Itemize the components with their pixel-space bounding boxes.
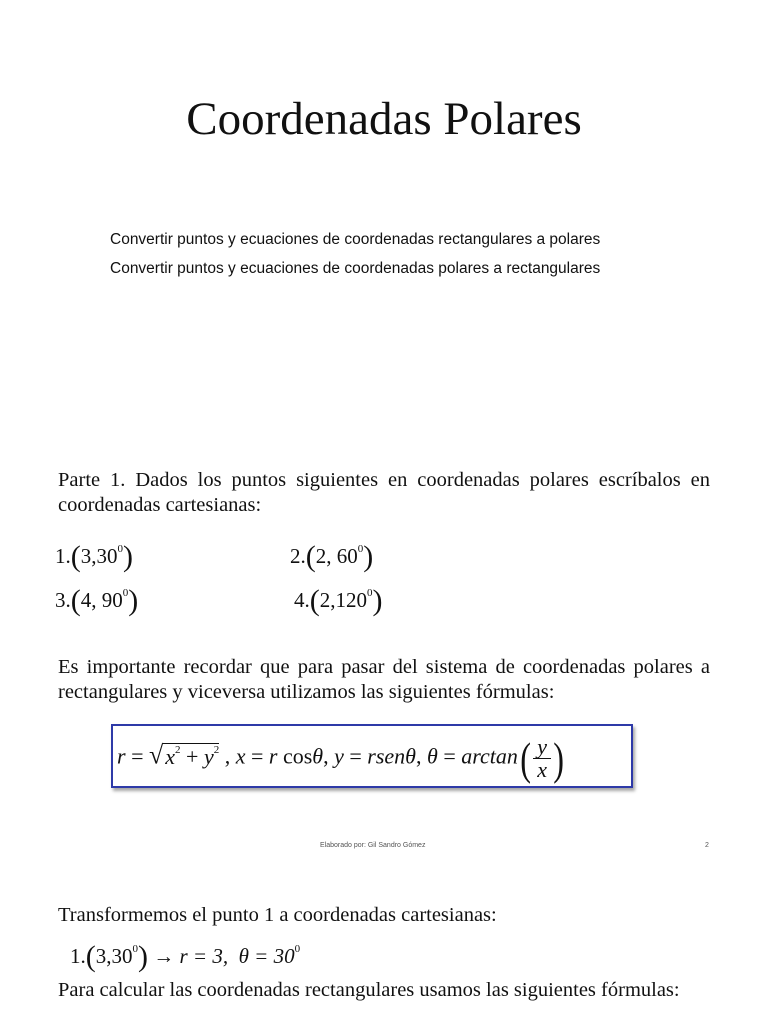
transform-intro: Transformemos el punto 1 a coordenadas cartesianas:	[58, 904, 497, 926]
point-2: 2.(2, $60^0$)	[290, 540, 374, 573]
footer-author: Elaborado por: Gil Sandro Gómez	[320, 842, 426, 849]
conversion-formulas: $r = √x^2 + y^2$ , x = r cosθ, y = rsenθ, θ = arctan( $\frac{y}{x}$ )	[117, 733, 564, 784]
part1-intro: Parte 1. Dados los puntos siguientes en coordenadas polares escríbalos en coordenadas cartesianas:	[58, 469, 710, 516]
page-number: 2	[705, 842, 709, 849]
example-point-1: 1.(3,30$^0$) → r = 3, $\theta = 30^0$	[70, 940, 301, 973]
page-title: Coordenadas Polares	[186, 93, 582, 145]
rect-coords-text: Para calcular las coordenadas rectangulares usamos las siguientes fórmulas:	[58, 979, 680, 1001]
point-4: 4.(2,120$^0$)	[294, 584, 383, 617]
point-3: 3.(4, $90^0$)	[55, 584, 139, 617]
subtitle-1: Convertir puntos y ecuaciones de coordenadas rectangulares a polares	[110, 231, 601, 248]
subtitle-2: Convertir puntos y ecuaciones de coordenadas polares a rectangulares	[110, 260, 601, 277]
point-1: 1.(3,30$^0$)	[55, 540, 133, 573]
formula-box	[111, 724, 633, 788]
formulas-explanation: Es importante recordar que para pasar del sistema de coordenadas polares a rectangulares y viceversa utilizamos las siguientes fórmulas:	[58, 656, 710, 703]
